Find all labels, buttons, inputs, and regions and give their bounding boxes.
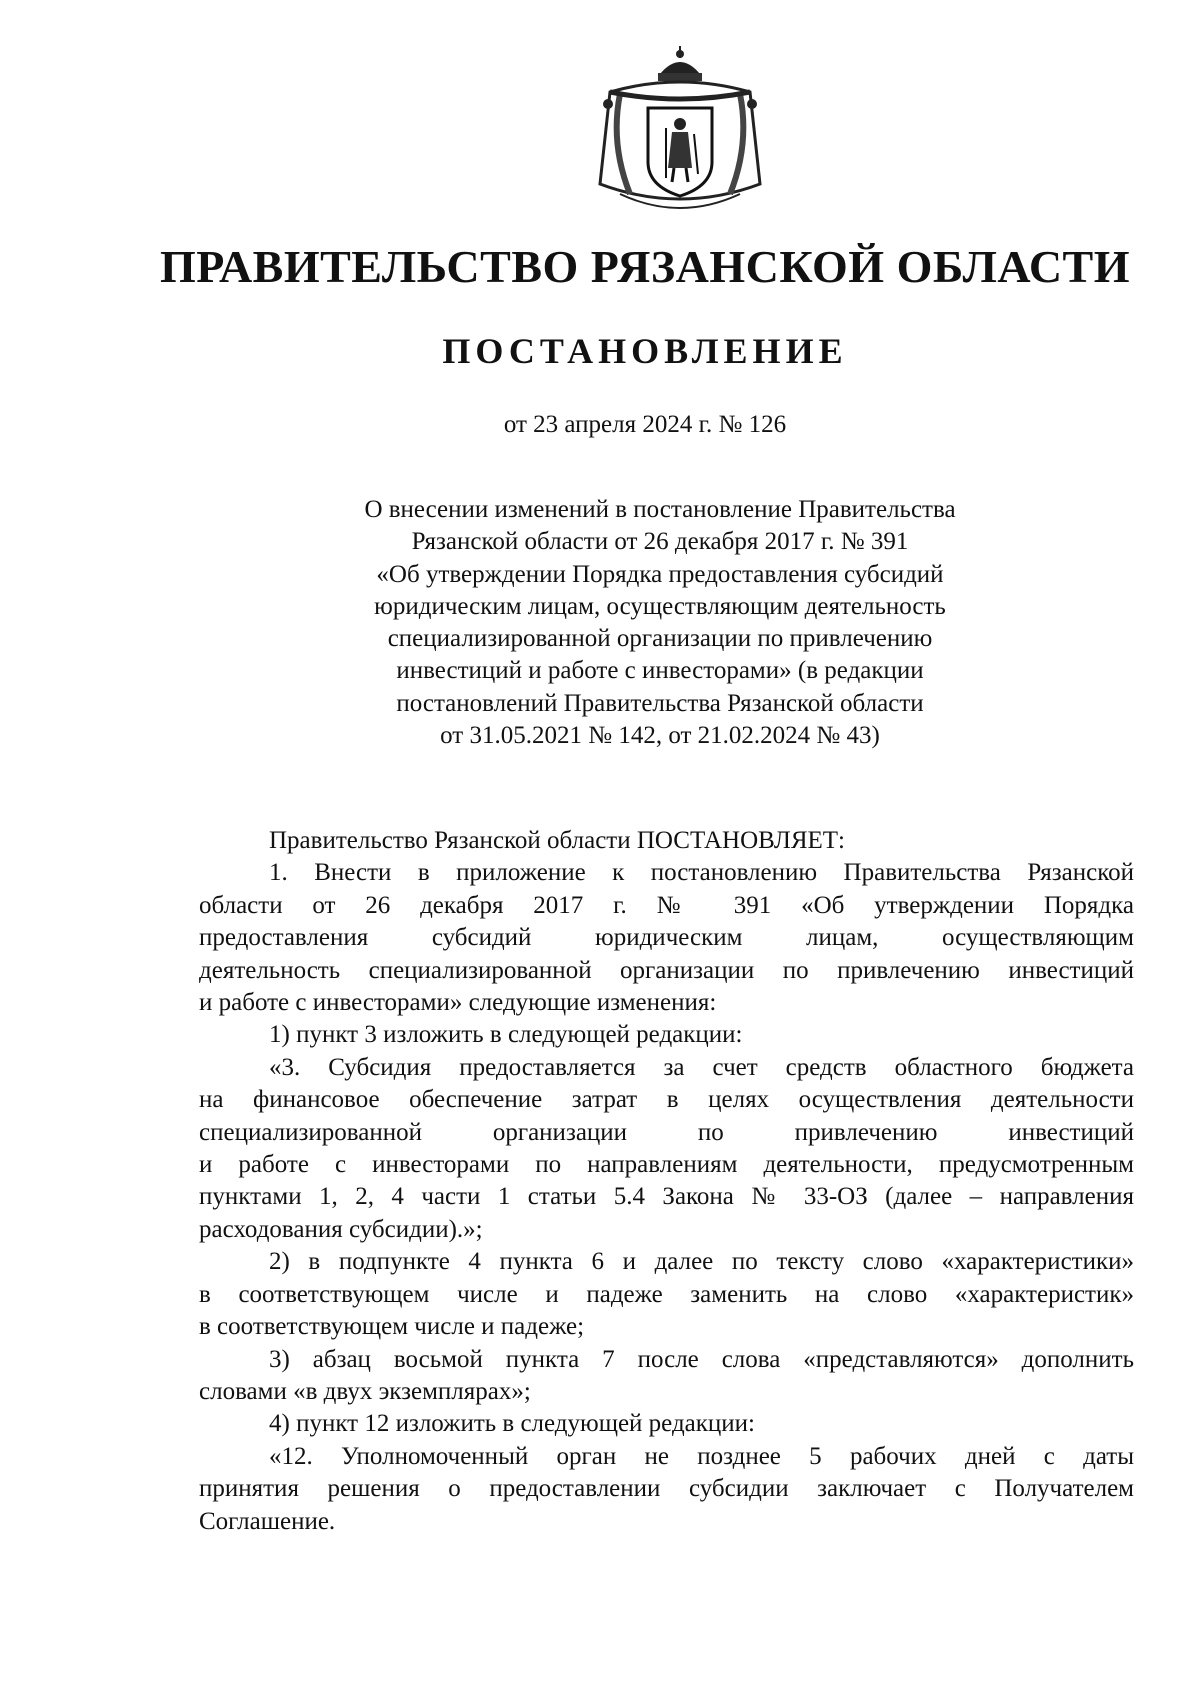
body-intro	[199, 825, 1134, 857]
paragraph-3	[199, 1052, 1134, 1246]
p3-line: «3. Субсидия предоставляется за счет средств областного бюджета	[269, 1053, 1134, 1081]
subject-line: О внесении изменений в постановление Правительства	[364, 496, 956, 523]
paragraph-5	[199, 1344, 1134, 1409]
subject-line: «Об утверждении Порядка предоставления субсидий	[376, 560, 944, 588]
paragraph-2	[199, 1019, 1134, 1051]
p7-line: принятия решения о предоставлении субсидии заключает с Получателем	[199, 1475, 1134, 1503]
subject-line: инвестиций и работе с инвесторами» (в редакции	[396, 657, 924, 685]
p3-line: пунктами 1, 2, 4 части 1 статьи 5.4 Закона № 33-ОЗ (далее – направления	[199, 1183, 1134, 1211]
document-date-number: от 23 апреля 2024 г. № 126	[503, 411, 787, 438]
p5-line: словами «в двух экземплярах»;	[199, 1377, 531, 1405]
p4-line: в соответствующем числе и падеже заменить на слово «характеристик»	[199, 1280, 1134, 1308]
document-type: ПОСТАНОВЛЕНИЕ	[442, 331, 848, 371]
p4-line: в соответствующем числе и падеже;	[199, 1313, 585, 1341]
subject-line: специализированной организации по привлечению	[387, 625, 933, 653]
p3-line: специализированной организации по привлечению инвестиций	[199, 1118, 1134, 1146]
document-subject	[300, 494, 1020, 752]
p6-line: 4) пункт 12 изложить в следующей редакции:	[269, 1410, 755, 1438]
p1-line: 1. Внести в приложение к постановлению Правительства Рязанской	[269, 859, 1134, 887]
p3-line: на финансовое обеспечение затрат в целях осуществления деятельности	[199, 1086, 1134, 1114]
paragraph-6	[199, 1408, 1134, 1440]
paragraph-1	[199, 857, 1134, 1019]
subject-line: Рязанской области от 26 декабря 2017 г. № 391	[411, 528, 909, 556]
government-title: ПРАВИТЕЛЬСТВО РЯЗАНСКОЙ ОБЛАСТИ	[159, 241, 1131, 292]
paragraph-4	[199, 1246, 1134, 1343]
subject-line: от 31.05.2021 № 142, от 21.02.2024 № 43)	[440, 722, 880, 750]
document-body	[199, 825, 1134, 1538]
p3-line: расходования субсидии).»;	[199, 1215, 483, 1243]
p4-line: 2) в подпункте 4 пункта 6 и далее по тексту слово «характеристики»	[269, 1248, 1134, 1276]
paragraph-7	[199, 1441, 1134, 1538]
subject-line: юридическим лицам, осуществляющим деятельность	[374, 592, 946, 620]
ryazan-coat-of-arms-icon	[590, 44, 770, 220]
p1-line: предоставления субсидий юридическим лицам, осуществляющим	[199, 924, 1134, 952]
p7-line: «12. Уполномоченный орган не позднее 5 рабочих дней с даты	[269, 1442, 1134, 1470]
intro-line: Правительство Рязанской области ПОСТАНОВЛЯЕТ:	[269, 827, 845, 854]
p7-line: Соглашение.	[199, 1507, 336, 1535]
p3-line: и работе с инвесторами по направлениям деятельности, предусмотренным	[199, 1151, 1134, 1179]
p1-line: и работе с инвесторами» следующие изменения:	[199, 989, 717, 1017]
p2-line: 1) пункт 3 изложить в следующей редакции:	[269, 1021, 743, 1049]
p1-line: деятельность специализированной организации по привлечению инвестиций	[199, 956, 1134, 984]
subject-line: постановлений Правительства Рязанской области	[396, 689, 924, 717]
p1-line: области от 26 декабря 2017 г. № 391 «Об утверждении Порядка	[199, 891, 1134, 919]
p5-line: 3) абзац восьмой пункта 7 после слова «представляются» дополнить	[269, 1345, 1134, 1373]
